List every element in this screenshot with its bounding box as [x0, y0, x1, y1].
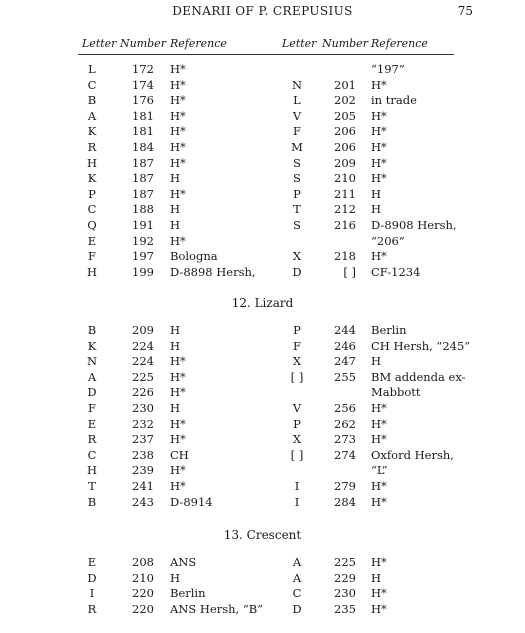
table-row	[0, 62, 525, 77]
number-left-cell: 187	[132, 155, 154, 170]
number-right-cell: 209	[334, 155, 356, 170]
reference-left-cell: H	[170, 323, 181, 337]
header-rule	[78, 54, 454, 55]
reference-right-cell: Mabbott	[371, 385, 421, 400]
reference-right-cell: D-8908 Hersh,	[371, 218, 457, 232]
reference-left-cell: H*	[170, 93, 186, 108]
number-right-cell: 225	[334, 555, 356, 569]
reference-right-cell: H*	[371, 124, 387, 139]
table-row	[0, 479, 525, 494]
reference-right-cell: H*	[371, 601, 387, 616]
table-row	[0, 156, 525, 171]
reference-left-cell: Bologna	[170, 249, 218, 264]
letter-right-cell: X	[292, 354, 302, 369]
number-right-cell: 256	[334, 401, 356, 415]
page-number: 75	[457, 4, 473, 18]
reference-left-cell: H*	[170, 62, 186, 76]
letter-left-cell: T	[88, 479, 96, 493]
number-right-cell: 279	[334, 479, 356, 493]
letter-right-cell: I	[294, 479, 300, 493]
reference-right-cell: H*	[371, 155, 387, 170]
number-left-cell: 176	[132, 93, 154, 108]
letter-right-cell: D	[292, 601, 302, 616]
table-row	[0, 571, 525, 586]
letter-right-cell: P	[293, 186, 301, 201]
letter-left-cell: A	[87, 108, 97, 123]
number-right-cell: 284	[334, 494, 356, 509]
number-left-cell: 199	[132, 264, 154, 279]
reference-right-cell: Oxford Hersh,	[371, 447, 454, 462]
number-right-cell: 210	[334, 171, 356, 186]
letter-left-cell: R	[87, 140, 97, 154]
reference-right-cell: BM addenda ex-	[371, 369, 466, 384]
number-right-cell: 244	[334, 323, 356, 337]
number-right-cell: 206	[334, 140, 356, 154]
reference-left-cell: H*	[170, 463, 186, 478]
letter-right-cell: P	[293, 416, 301, 431]
reference-right-cell: H*	[371, 494, 387, 509]
table-row	[0, 109, 525, 124]
table-row	[0, 171, 525, 186]
letter-right-cell: I	[294, 494, 300, 509]
number-left-cell: 188	[132, 202, 154, 217]
reference-left-cell: H	[170, 338, 181, 353]
letter-left-cell: K	[87, 338, 97, 353]
number-right-cell: 212	[334, 202, 356, 217]
reference-right-cell: H*	[371, 77, 387, 92]
number-right-cell: 202	[334, 93, 356, 108]
running-title: DENARII OF P. CREPUSIUS	[172, 4, 353, 18]
letter-left-cell: R	[87, 432, 97, 447]
table-row	[0, 401, 525, 416]
header-letter-left: Letter	[82, 37, 117, 50]
table-row	[0, 495, 525, 510]
reference-left-cell: CH	[170, 447, 189, 462]
number-left-cell: 237	[132, 432, 154, 447]
reference-left-cell: H*	[170, 186, 186, 201]
number-right-cell: 206	[334, 124, 356, 139]
letter-left-cell: K	[87, 171, 97, 186]
letter-right-cell: V	[292, 401, 302, 415]
letter-right-cell: L	[293, 93, 301, 108]
table-row	[0, 586, 525, 601]
reference-right-cell: H	[371, 570, 382, 585]
number-left-cell: 210	[132, 570, 154, 585]
number-left-cell: 220	[132, 586, 154, 601]
reference-left-cell: H*	[170, 385, 186, 400]
table-row	[0, 218, 525, 233]
letter-left-cell: B	[87, 323, 97, 337]
number-left-cell: 225	[132, 369, 154, 384]
letter-right-cell: S	[293, 155, 301, 170]
reference-left-cell: H*	[170, 233, 186, 248]
number-right-cell: 201	[334, 77, 356, 92]
letter-right-cell: S	[293, 171, 301, 186]
table-row	[0, 339, 525, 354]
letter-right-cell: M	[291, 140, 303, 154]
reference-right-cell: H*	[371, 432, 387, 447]
number-right-cell: 205	[334, 108, 356, 123]
number-left-cell: 230	[132, 401, 154, 415]
letter-left-cell: H	[86, 463, 98, 478]
table-row	[0, 463, 525, 478]
reference-left-cell: H*	[170, 479, 186, 493]
letter-left-cell: E	[87, 416, 97, 431]
number-right-cell: 262	[334, 416, 356, 431]
number-left-cell: 239	[132, 463, 154, 478]
header-reference-left: Reference	[170, 37, 227, 50]
reference-left-cell: H	[170, 202, 181, 217]
table-row	[0, 140, 525, 155]
table-row	[0, 187, 525, 202]
letter-left-cell: Q	[87, 218, 97, 232]
letter-left-cell: A	[87, 369, 97, 384]
reference-left-cell: H*	[170, 354, 186, 369]
letter-right-cell: X	[292, 249, 302, 264]
number-left-cell: 224	[132, 338, 154, 353]
number-left-cell: 243	[132, 494, 154, 509]
reference-left-cell: H*	[170, 416, 186, 431]
reference-left-cell: Berlin	[170, 586, 206, 601]
letter-right-cell: [ ]	[290, 369, 304, 384]
number-right-cell: 230	[334, 586, 356, 601]
reference-right-cell: in trade	[371, 93, 417, 108]
reference-right-cell: H*	[371, 401, 387, 415]
number-left-cell: 208	[132, 555, 154, 569]
section-title: 12. Lizard	[231, 296, 294, 310]
reference-left-cell: H*	[170, 77, 186, 92]
reference-left-cell: H	[170, 401, 181, 415]
letter-left-cell: C	[87, 447, 97, 462]
letter-right-cell: F	[293, 124, 301, 139]
table-row	[0, 448, 525, 463]
table-row	[0, 323, 525, 338]
table-row	[0, 202, 525, 217]
number-right-cell: 216	[334, 218, 356, 232]
section-title: 13. Crescent	[223, 528, 302, 542]
letter-right-cell: T	[293, 202, 301, 217]
reference-right-cell: Berlin	[371, 323, 407, 337]
reference-left-cell: ANS	[170, 555, 197, 569]
reference-left-cell: H*	[170, 369, 186, 384]
number-left-cell: 220	[132, 601, 154, 616]
reference-left-cell: H*	[170, 108, 186, 123]
reference-right-cell: H	[371, 354, 382, 369]
table-row	[0, 385, 525, 400]
reference-left-cell: H	[170, 218, 181, 232]
reference-right-cell: H*	[371, 249, 387, 264]
letter-left-cell: N	[86, 354, 98, 369]
letter-right-cell: A	[292, 555, 302, 569]
letter-left-cell: F	[88, 249, 96, 264]
number-left-cell: 192	[132, 233, 154, 248]
number-left-cell: 197	[132, 249, 154, 264]
table-row	[0, 417, 525, 432]
letter-left-cell: E	[87, 555, 97, 569]
letter-left-cell: R	[87, 601, 97, 616]
reference-right-cell: “197”	[371, 62, 405, 76]
header-number-right: Number	[322, 37, 368, 50]
letter-left-cell: D	[87, 385, 97, 400]
number-left-cell: 232	[132, 416, 154, 431]
table-row	[0, 93, 525, 108]
letter-left-cell: F	[88, 401, 96, 415]
number-left-cell: 191	[132, 218, 154, 232]
reference-right-cell: “L”	[371, 463, 388, 478]
reference-left-cell: H	[170, 171, 181, 186]
letter-right-cell: A	[292, 570, 302, 585]
reference-left-cell: H*	[170, 432, 186, 447]
table-row	[0, 354, 525, 369]
number-right-cell: 247	[334, 354, 356, 369]
table-row	[0, 602, 525, 617]
letter-left-cell: C	[87, 77, 97, 92]
letter-right-cell: S	[293, 218, 301, 232]
letter-right-cell: [ ]	[290, 447, 304, 462]
header-reference-right: Reference	[371, 37, 428, 50]
letter-right-cell: F	[293, 338, 301, 353]
table-row	[0, 124, 525, 139]
reference-right-cell: H*	[371, 416, 387, 431]
table-row	[0, 265, 525, 280]
number-left-cell: 172	[132, 62, 154, 76]
reference-right-cell: H*	[371, 108, 387, 123]
letter-left-cell: B	[87, 494, 97, 509]
letter-left-cell: H	[86, 155, 98, 170]
table-row	[0, 370, 525, 385]
header-number-left: Number	[120, 37, 166, 50]
reference-left-cell: H*	[170, 155, 186, 170]
reference-left-cell: ANS Hersh, “B”	[170, 601, 264, 616]
reference-right-cell: H	[371, 186, 382, 201]
letter-right-cell: X	[292, 432, 302, 447]
table-row	[0, 432, 525, 447]
number-left-cell: 209	[132, 323, 154, 337]
number-left-cell: 238	[132, 447, 154, 462]
letter-left-cell: L	[88, 62, 96, 76]
reference-left-cell: D-8898 Hersh,	[170, 264, 256, 279]
reference-right-cell: H*	[371, 140, 387, 154]
number-left-cell: 226	[132, 385, 154, 400]
table-row	[0, 555, 525, 570]
number-left-cell: 181	[132, 108, 154, 123]
reference-left-cell: D-8914	[170, 494, 213, 509]
number-right-cell: 255	[334, 369, 356, 384]
letter-right-cell: C	[292, 586, 302, 601]
letter-right-cell: P	[293, 323, 301, 337]
reference-right-cell: CH Hersh, “245”	[371, 338, 471, 353]
reference-right-cell: H*	[371, 171, 387, 186]
letter-left-cell: C	[87, 202, 97, 217]
reference-right-cell: H*	[371, 555, 387, 569]
number-right-cell: 235	[334, 601, 356, 616]
reference-right-cell: “206”	[371, 233, 405, 248]
letter-right-cell: D	[292, 264, 302, 279]
reference-left-cell: H*	[170, 140, 186, 154]
running-head	[0, 4, 525, 20]
number-right-cell: 274	[334, 447, 356, 462]
letter-left-cell: P	[88, 186, 96, 201]
letter-left-cell: H	[86, 264, 98, 279]
number-right-cell: 218	[334, 249, 356, 264]
reference-right-cell: H*	[371, 586, 387, 601]
number-right-cell: 273	[334, 432, 356, 447]
number-left-cell: 241	[132, 479, 154, 493]
reference-right-cell: CF-1234	[371, 264, 421, 279]
letter-left-cell: K	[87, 124, 97, 139]
header-letter-right: Letter	[282, 37, 317, 50]
letter-right-cell: V	[292, 108, 302, 123]
table-row	[0, 234, 525, 249]
number-right-cell: [ ]	[343, 264, 356, 279]
letter-left-cell: E	[87, 233, 97, 248]
letter-left-cell: I	[89, 586, 95, 601]
number-right-cell: 229	[334, 570, 356, 585]
letter-left-cell: B	[87, 93, 97, 108]
reference-left-cell: H*	[170, 124, 186, 139]
number-left-cell: 184	[132, 140, 154, 154]
letter-right-cell: N	[291, 77, 303, 92]
table-row	[0, 249, 525, 264]
number-right-cell: 246	[334, 338, 356, 353]
reference-left-cell: H	[170, 570, 181, 585]
number-left-cell: 181	[132, 124, 154, 139]
number-right-cell: 211	[334, 186, 356, 201]
reference-right-cell: H*	[371, 479, 387, 493]
number-left-cell: 187	[132, 171, 154, 186]
number-left-cell: 224	[132, 354, 154, 369]
reference-right-cell: H	[371, 202, 382, 217]
number-left-cell: 187	[132, 186, 154, 201]
number-left-cell: 174	[132, 77, 154, 92]
table-row	[0, 78, 525, 93]
letter-left-cell: D	[87, 570, 97, 585]
